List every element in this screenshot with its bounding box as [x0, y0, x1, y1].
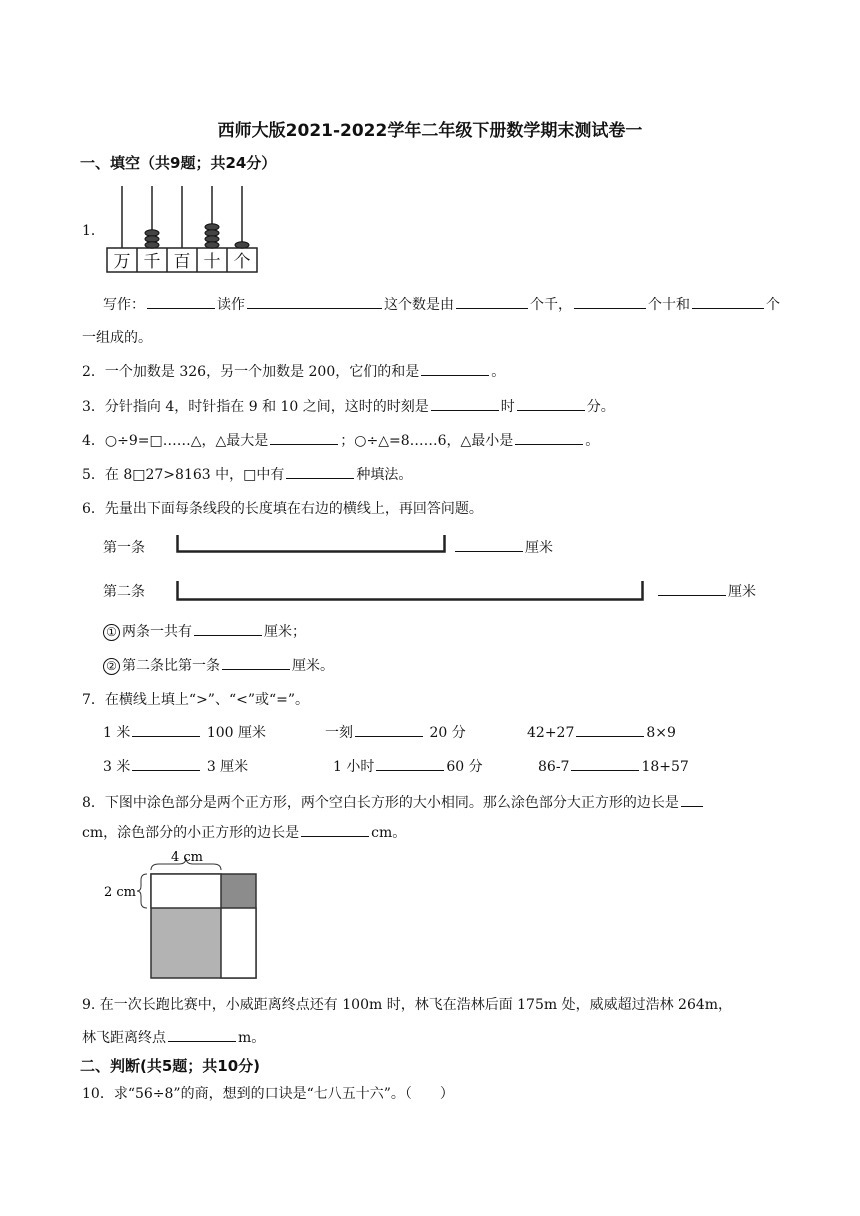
total-length-blank[interactable] — [194, 621, 262, 636]
q9-line1: 9. 在一次长跑比赛中，小威距离终点还有 100m 时，林飞在浩林后面 175m 处，威威超过浩林 264m， — [82, 997, 733, 1013]
compare-blank[interactable] — [576, 722, 644, 737]
tens-blank[interactable] — [574, 294, 646, 309]
figure-left-label: 2 cm — [103, 885, 137, 900]
q7-r2-b: 1 小时 60 分 — [333, 756, 483, 776]
q7-r1-c: 42+27 8×9 — [527, 722, 676, 741]
figure-top-label: 4 cm — [170, 850, 204, 865]
segment1-blank[interactable] — [455, 537, 523, 552]
q8-line1: 8．下图中涂色部分是两个正方形，两个空白长方形的大小相同。那么涂色部分大正方形的边长是 — [82, 792, 705, 812]
q1-line2: 一组成的。 — [82, 330, 152, 346]
ones-blank[interactable] — [692, 294, 764, 309]
compare-blank[interactable] — [571, 756, 639, 771]
segment1-answer: 厘米 — [453, 537, 553, 557]
distance-blank[interactable] — [168, 1027, 236, 1042]
q1-number: 1． — [82, 223, 105, 239]
abacus-label-ge: 个 — [233, 252, 251, 272]
q7-r1-b: 一刻 20 分 — [325, 722, 466, 742]
compare-blank[interactable] — [355, 722, 423, 737]
abacus-label-qian: 千 — [143, 252, 161, 272]
section-heading-fill: 一、填空（共9题；共24分） — [80, 154, 277, 172]
question-4: 4．○÷9=□……△，△最大是 ；○÷△=8……6，△最小是 。 — [82, 430, 599, 450]
q7-r2-c: 86-7 18+57 — [538, 756, 689, 775]
question-10: 10．求“56÷8”的商，想到的口诀是“七八五十六”。（ ） — [82, 1086, 454, 1102]
page-title: 西师大版2021-2022学年二年级下册数学期末测试卷一 — [217, 121, 643, 141]
q7-r2-a: 3 米 3 厘米 — [103, 756, 248, 776]
segment2-blank[interactable] — [658, 581, 726, 596]
q1-line1: 写作： 读作 这个数是由 个千， 个十和 个 — [103, 294, 780, 314]
q7-r1-a: 1 米 100 厘米 — [103, 722, 266, 742]
triangle-min-blank[interactable] — [515, 430, 583, 445]
abacus-label-bai: 百 — [173, 252, 191, 272]
squares-figure — [103, 850, 261, 980]
triangle-max-blank[interactable] — [270, 430, 338, 445]
question-3: 3．分针指向 4，时针指在 9 和 10 之间，这时的时刻是 时 分。 — [82, 396, 615, 416]
compare-blank[interactable] — [132, 722, 200, 737]
abacus-label-wan: 万 — [113, 252, 131, 272]
big-square-blank[interactable] — [681, 792, 703, 807]
sum-blank[interactable] — [421, 361, 489, 376]
difference-blank[interactable] — [222, 655, 290, 670]
thousands-blank[interactable] — [456, 294, 528, 309]
section-heading-judge: 二、判断(共5题；共10分) — [80, 1057, 261, 1075]
question-5: 5．在 8□27>8163 中，□中有 种填法。 — [82, 464, 412, 484]
write-blank[interactable] — [147, 294, 215, 309]
hour-blank[interactable] — [431, 396, 499, 411]
segment-2 — [176, 578, 646, 602]
q6-sub2: ② 第二条比第一条 厘米。 — [103, 655, 334, 675]
q7-intro: 7．在横线上填上“>”、“<”或“=”。 — [82, 692, 310, 708]
q8-line2: cm，涂色部分的小正方形的边长是 cm。 — [82, 822, 406, 842]
small-square-blank[interactable] — [301, 822, 369, 837]
q6-sub1: ① 两条一共有 厘米； — [103, 621, 306, 641]
segment2-answer: 厘米 — [656, 581, 756, 601]
q9-line2: 林飞距离终点 m。 — [82, 1027, 265, 1047]
segment-1 — [176, 532, 448, 554]
compare-blank[interactable] — [132, 756, 200, 771]
q6-intro: 6．先量出下面每条线段的长度填在右边的横线上，再回答问题。 — [82, 501, 483, 517]
abacus-label-shi: 十 — [203, 252, 221, 272]
segment2-label: 第二条 — [103, 584, 145, 600]
question-2: 2．一个加数是 326，另一个加数是 200，它们的和是 。 — [82, 361, 505, 381]
compare-blank[interactable] — [376, 756, 444, 771]
read-blank[interactable] — [247, 294, 382, 309]
segment1-label: 第一条 — [103, 540, 145, 556]
ways-blank[interactable] — [286, 464, 354, 479]
minute-blank[interactable] — [517, 396, 585, 411]
abacus-figure — [106, 186, 260, 274]
